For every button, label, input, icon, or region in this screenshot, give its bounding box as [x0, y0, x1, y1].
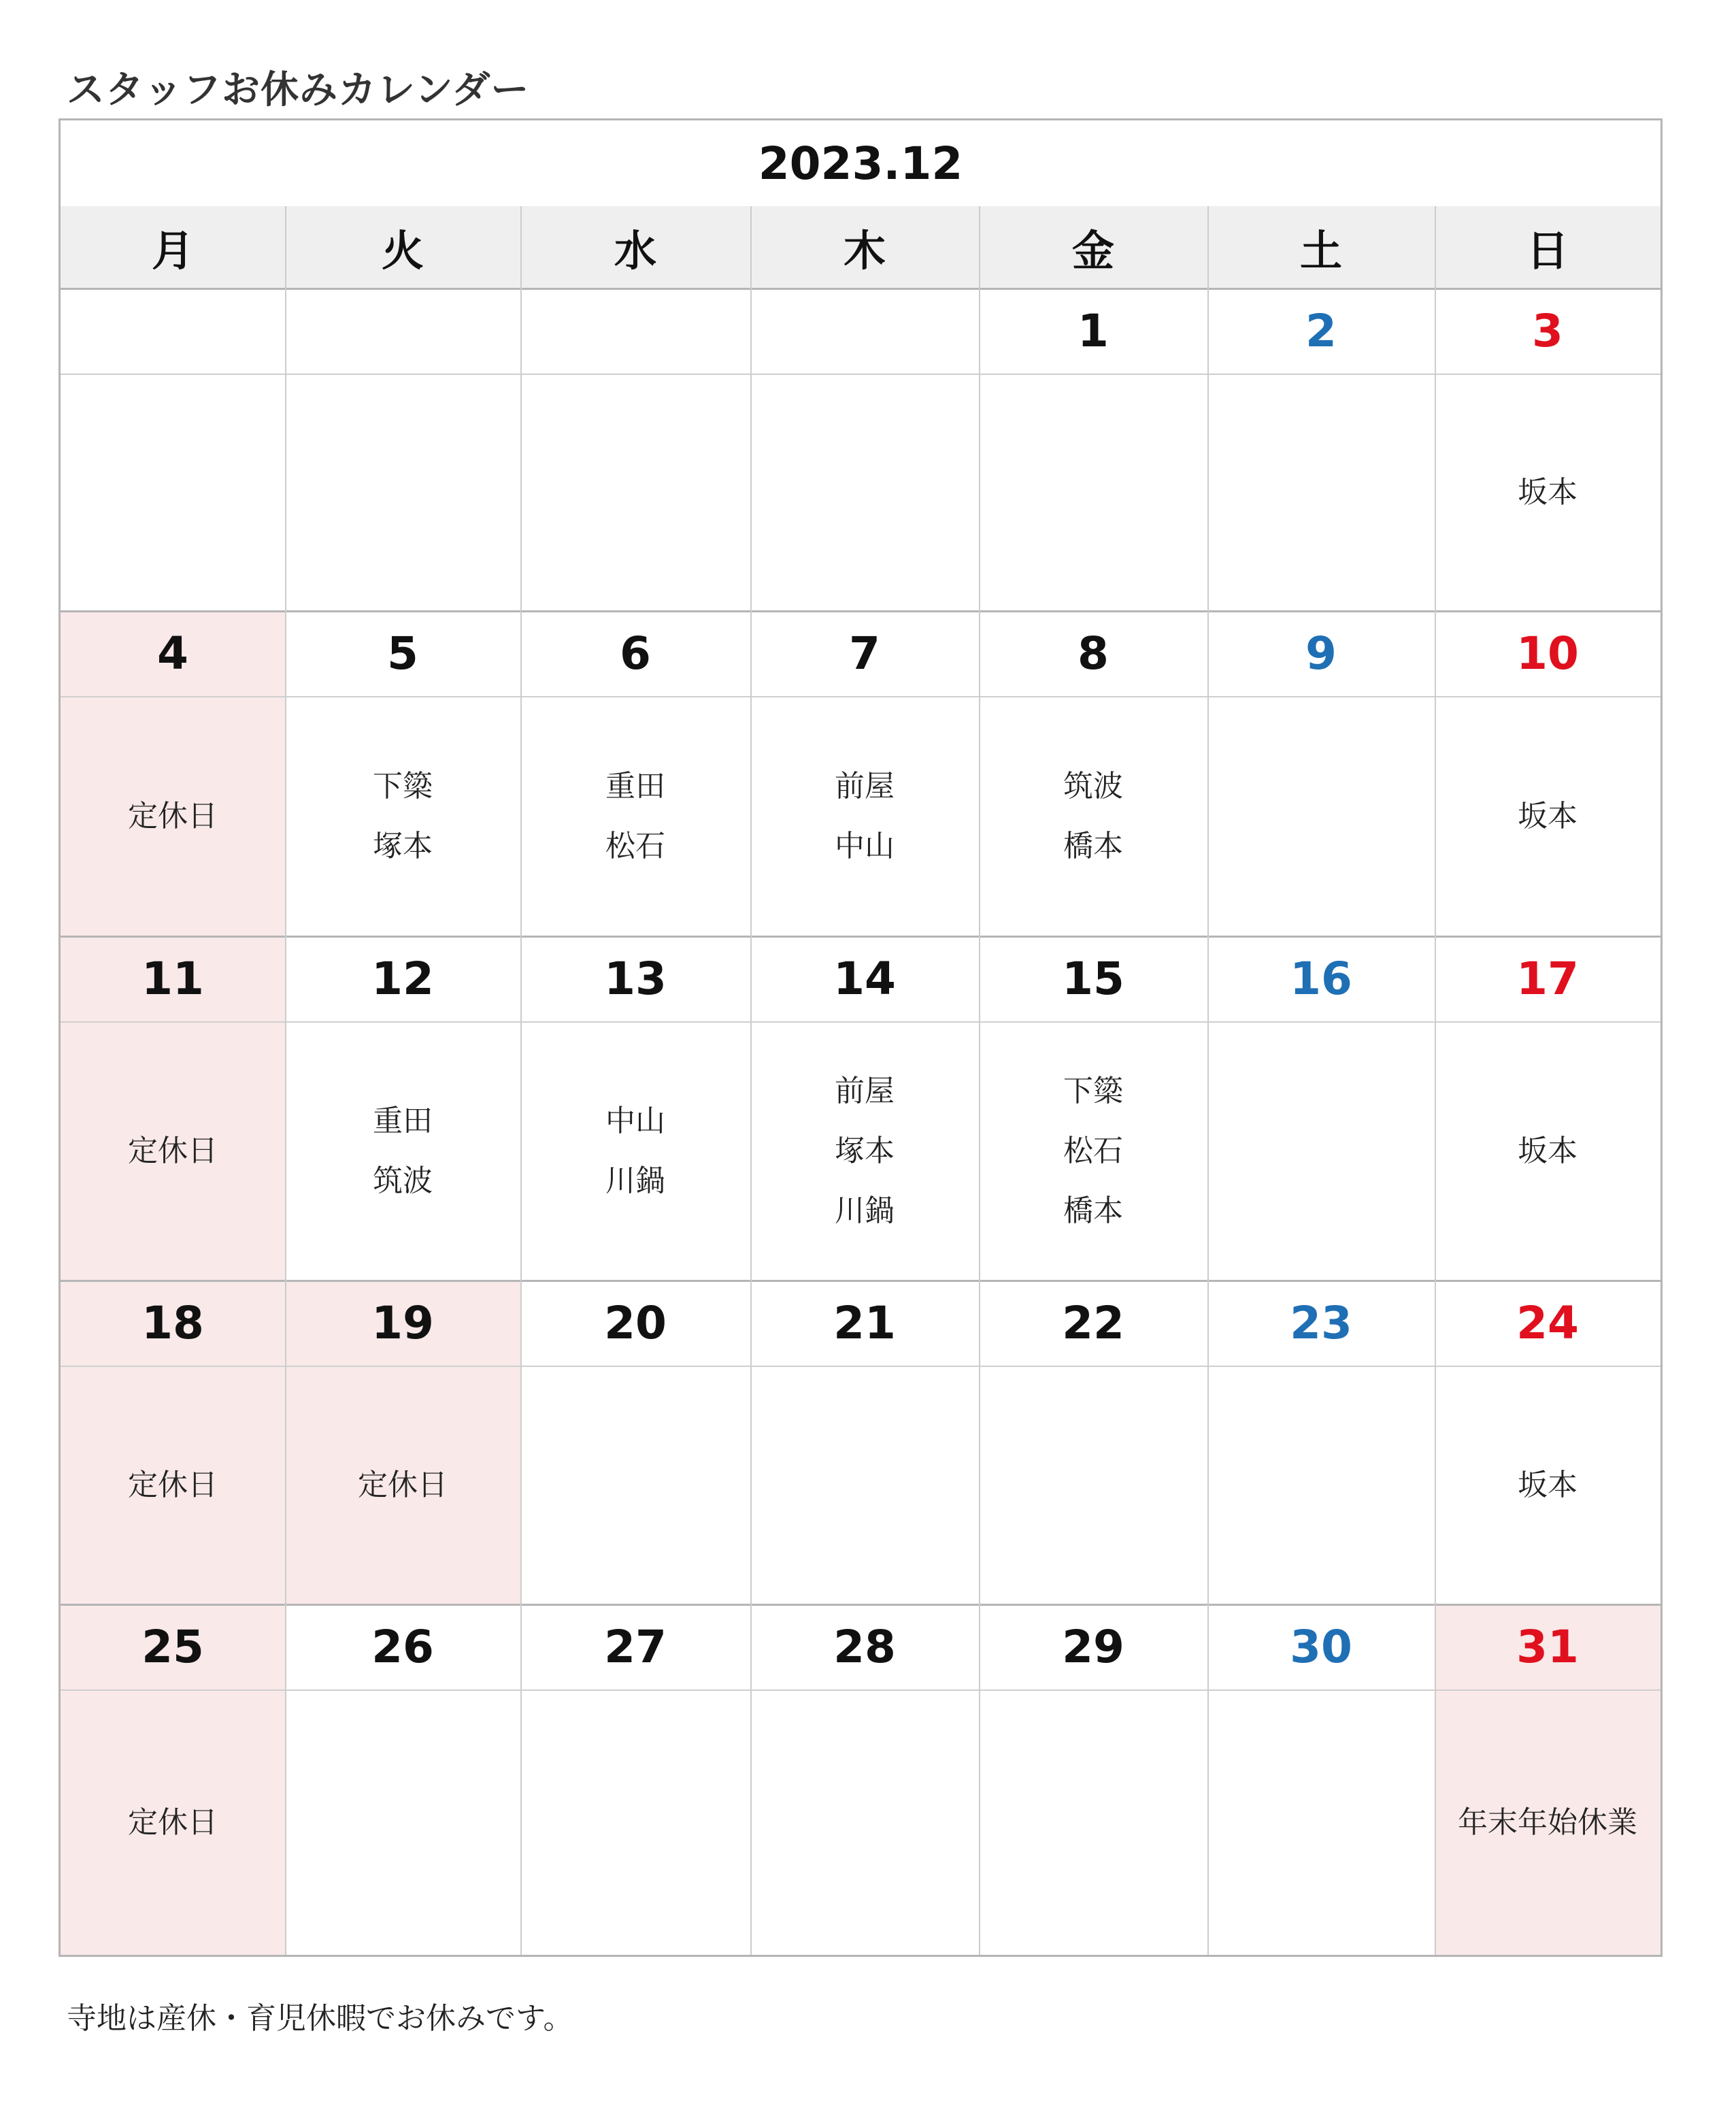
note-line: 塚本	[835, 1134, 895, 1168]
note-line: 川鍋	[835, 1193, 895, 1228]
day-notes	[979, 1023, 1207, 1280]
day-notes	[979, 375, 1207, 610]
day-notes	[285, 1691, 520, 1955]
date-number: 7	[750, 610, 979, 697]
day-notes	[1207, 1691, 1435, 1955]
weekday-thu: 木	[843, 225, 886, 276]
weekday-tue: 火	[381, 225, 424, 276]
note-line: 定休日	[128, 1805, 218, 1840]
note-line: 松石	[1063, 1134, 1123, 1168]
day-notes	[61, 1367, 285, 1604]
week-divider	[61, 1604, 1660, 1606]
date-number: 6	[520, 610, 750, 697]
date-number: 31	[1435, 1604, 1660, 1691]
note-line: 定休日	[128, 799, 218, 834]
weekday-sun: 日	[1526, 225, 1569, 276]
staff-holiday-calendar	[59, 118, 1663, 1957]
day-notes	[1207, 697, 1435, 936]
day-notes	[979, 1691, 1207, 1955]
day-notes	[520, 1691, 750, 1955]
weekday-wed: 水	[614, 225, 656, 276]
day-notes	[1435, 1023, 1660, 1280]
day-notes	[520, 697, 750, 936]
date-number: 12	[285, 936, 520, 1023]
day-notes	[285, 375, 520, 610]
column-divider	[750, 206, 752, 1955]
note-line: 前屋	[835, 769, 895, 804]
day-notes	[750, 1023, 979, 1280]
weekday-fri: 金	[1071, 225, 1114, 276]
note-line: 坂本	[1518, 1134, 1578, 1168]
day-notes	[1435, 375, 1660, 610]
day-notes	[61, 1691, 285, 1955]
column-divider	[1207, 206, 1209, 1955]
day-notes	[1207, 1023, 1435, 1280]
note-line: 川鍋	[605, 1164, 665, 1198]
day-notes	[285, 1367, 520, 1604]
date-number: 22	[979, 1280, 1207, 1367]
note-line: 松石	[605, 829, 665, 863]
column-divider	[285, 206, 286, 1955]
day-notes	[1435, 1691, 1660, 1955]
day-notes	[979, 1367, 1207, 1604]
day-notes	[1207, 1367, 1435, 1604]
date-number: 17	[1435, 936, 1660, 1023]
date-number: 11	[61, 936, 285, 1023]
date-number: 2	[1207, 288, 1435, 375]
column-divider	[520, 206, 522, 1955]
day-notes	[61, 375, 285, 610]
page-title: スタッフお休みカレンダー	[67, 68, 530, 112]
day-notes	[979, 697, 1207, 936]
note-line: 橋本	[1063, 1193, 1123, 1228]
day-notes	[750, 375, 979, 610]
date-number: 5	[285, 610, 520, 697]
date-number: 1	[979, 288, 1207, 375]
week-divider	[61, 936, 1660, 938]
date-number: 20	[520, 1280, 750, 1367]
date-number: 21	[750, 1280, 979, 1367]
date-number: 27	[520, 1604, 750, 1691]
footnote: 寺地は産休・育児休暇でお休みです。	[67, 2001, 573, 2036]
day-notes	[1435, 697, 1660, 936]
note-line: 塚本	[373, 829, 433, 863]
note-line: 重田	[373, 1104, 433, 1138]
date-number: 9	[1207, 610, 1435, 697]
note-line: 橋本	[1063, 829, 1123, 863]
date-number: 29	[979, 1604, 1207, 1691]
date-number: 14	[750, 936, 979, 1023]
date-number: 13	[520, 936, 750, 1023]
note-line: 坂本	[1518, 799, 1578, 834]
day-notes	[61, 1023, 285, 1280]
date-number: 8	[979, 610, 1207, 697]
note-line: 重田	[605, 769, 665, 804]
note-line: 定休日	[128, 1134, 218, 1168]
note-line: 定休日	[128, 1468, 218, 1502]
day-notes	[1207, 375, 1435, 610]
date-number: 19	[285, 1280, 520, 1367]
note-line: 下簗	[1063, 1074, 1123, 1108]
date-number: 28	[750, 1604, 979, 1691]
day-notes	[520, 1023, 750, 1280]
weekday-sat: 土	[1299, 225, 1342, 276]
month-title: 2023.12	[758, 137, 963, 190]
week-divider	[61, 1280, 1660, 1282]
date-number: 10	[1435, 610, 1660, 697]
date-number: 15	[979, 936, 1207, 1023]
day-notes	[750, 1691, 979, 1955]
note-line: 下簗	[373, 769, 433, 804]
day-notes	[285, 1023, 520, 1280]
note-line: 定休日	[358, 1468, 448, 1502]
date-number: 16	[1207, 936, 1435, 1023]
note-line: 坂本	[1518, 475, 1578, 510]
note-line: 筑波	[1063, 769, 1123, 804]
date-number	[750, 288, 979, 375]
day-notes	[61, 697, 285, 936]
date-number: 24	[1435, 1280, 1660, 1367]
date-number	[61, 288, 285, 375]
note-line: 坂本	[1518, 1468, 1578, 1502]
note-line: 前屋	[835, 1074, 895, 1108]
day-notes	[750, 697, 979, 936]
date-number: 30	[1207, 1604, 1435, 1691]
note-line: 中山	[835, 829, 895, 863]
note-line: 年末年始休業	[1458, 1805, 1637, 1840]
date-number: 18	[61, 1280, 285, 1367]
date-number	[285, 288, 520, 375]
weekday-mon: 月	[151, 225, 194, 276]
date-number	[520, 288, 750, 375]
week-divider	[61, 610, 1660, 612]
date-number: 26	[285, 1604, 520, 1691]
week-divider	[61, 288, 1660, 290]
column-divider	[1435, 206, 1436, 1955]
date-number: 3	[1435, 288, 1660, 375]
date-number: 25	[61, 1604, 285, 1691]
day-notes	[1435, 1367, 1660, 1604]
date-number: 4	[61, 610, 285, 697]
date-number: 23	[1207, 1280, 1435, 1367]
note-line: 中山	[605, 1104, 665, 1138]
day-notes	[750, 1367, 979, 1604]
column-divider	[979, 206, 980, 1955]
day-notes	[520, 1367, 750, 1604]
day-notes	[520, 375, 750, 610]
day-notes	[285, 697, 520, 936]
note-line: 筑波	[373, 1164, 433, 1198]
